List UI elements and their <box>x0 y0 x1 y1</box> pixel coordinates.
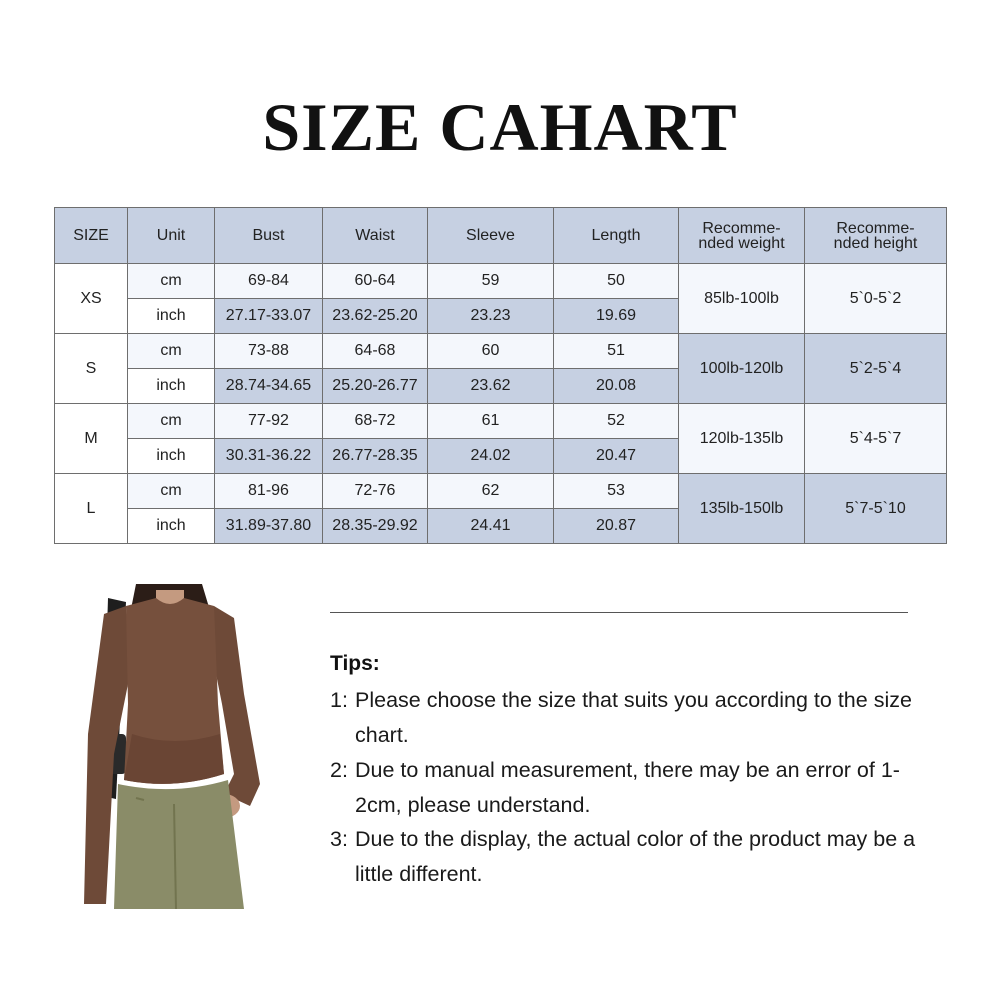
length-cell: 19.69 <box>554 299 679 334</box>
size-label: XS <box>55 264 128 334</box>
table-row <box>55 474 947 509</box>
size-label: M <box>55 404 128 474</box>
header-height-line1: Recomme- <box>836 219 915 237</box>
waist-cell: 23.62-25.20 <box>323 299 428 334</box>
sleeve-cell: 60 <box>428 334 554 369</box>
tip-number: 1: <box>330 688 348 712</box>
waist-cell: 72-76 <box>323 474 428 509</box>
size-chart-table <box>54 207 947 544</box>
length-cell: 20.47 <box>554 439 679 474</box>
table-header-row <box>55 208 947 264</box>
sleeve-cell: 61 <box>428 404 554 439</box>
bust-cell: 31.89-37.80 <box>215 509 323 544</box>
header-unit: Unit <box>128 208 215 264</box>
tip-text: Please choose the size that suits you according to the size chart. <box>355 688 912 747</box>
unit-cell: inch <box>128 369 215 404</box>
table-row <box>55 264 947 299</box>
header-sleeve: Sleeve <box>428 208 554 264</box>
product-photo <box>74 584 264 909</box>
page-title: SIZE CAHART <box>262 89 738 165</box>
height-cell: 5`4-5`7 <box>805 404 947 474</box>
bust-cell: 81-96 <box>215 474 323 509</box>
bust-cell: 27.17-33.07 <box>215 299 323 334</box>
table-row <box>55 404 947 439</box>
header-bust: Bust <box>215 208 323 264</box>
bust-cell: 30.31-36.22 <box>215 439 323 474</box>
unit-cell: cm <box>128 404 215 439</box>
bust-cell: 73-88 <box>215 334 323 369</box>
header-waist: Waist <box>323 208 428 264</box>
header-weight-line2: nded weight <box>698 234 785 252</box>
waist-cell: 64-68 <box>323 334 428 369</box>
tip-item <box>330 753 930 823</box>
unit-cell: cm <box>128 264 215 299</box>
unit-cell: inch <box>128 509 215 544</box>
size-label: L <box>55 474 128 544</box>
waist-cell: 28.35-29.92 <box>323 509 428 544</box>
unit-cell: cm <box>128 474 215 509</box>
height-cell: 5`0-5`2 <box>805 264 947 334</box>
weight-cell: 120lb-135lb <box>679 404 805 474</box>
sleeve-cell: 24.02 <box>428 439 554 474</box>
sleeve-cell: 23.23 <box>428 299 554 334</box>
waist-cell: 68-72 <box>323 404 428 439</box>
length-cell: 53 <box>554 474 679 509</box>
bust-cell: 69-84 <box>215 264 323 299</box>
header-recommended-height <box>805 208 947 264</box>
sleeve-cell: 59 <box>428 264 554 299</box>
weight-cell: 85lb-100lb <box>679 264 805 334</box>
header-height-line2: nded height <box>833 234 918 252</box>
waist-cell: 60-64 <box>323 264 428 299</box>
unit-cell: cm <box>128 334 215 369</box>
height-cell: 5`2-5`4 <box>805 334 947 404</box>
tip-item <box>330 822 930 892</box>
length-cell: 20.08 <box>554 369 679 404</box>
waist-cell: 26.77-28.35 <box>323 439 428 474</box>
tip-number: 3: <box>330 827 348 851</box>
weight-cell: 100lb-120lb <box>679 334 805 404</box>
header-size: SIZE <box>55 208 128 264</box>
sleeve-cell: 24.41 <box>428 509 554 544</box>
unit-cell: inch <box>128 439 215 474</box>
height-cell: 5`7-5`10 <box>805 474 947 544</box>
table-row <box>55 334 947 369</box>
length-cell: 20.87 <box>554 509 679 544</box>
waist-cell: 25.20-26.77 <box>323 369 428 404</box>
tip-item <box>330 683 930 753</box>
bust-cell: 77-92 <box>215 404 323 439</box>
tips-title: Tips: <box>330 652 380 675</box>
header-weight-line1: Recomme- <box>702 219 781 237</box>
unit-cell: inch <box>128 299 215 334</box>
tip-number: 2: <box>330 758 348 782</box>
sleeve-cell: 23.62 <box>428 369 554 404</box>
length-cell: 51 <box>554 334 679 369</box>
sleeve-cell: 62 <box>428 474 554 509</box>
tip-text: Due to manual measurement, there may be an error of 1-2cm, please understand. <box>355 758 900 817</box>
length-cell: 50 <box>554 264 679 299</box>
length-cell: 52 <box>554 404 679 439</box>
header-recommended-weight <box>679 208 805 264</box>
weight-cell: 135lb-150lb <box>679 474 805 544</box>
size-label: S <box>55 334 128 404</box>
bust-cell: 28.74-34.65 <box>215 369 323 404</box>
header-length: Length <box>554 208 679 264</box>
divider-line <box>330 612 908 613</box>
tip-text: Due to the display, the actual color of the product may be a little different. <box>355 827 916 886</box>
